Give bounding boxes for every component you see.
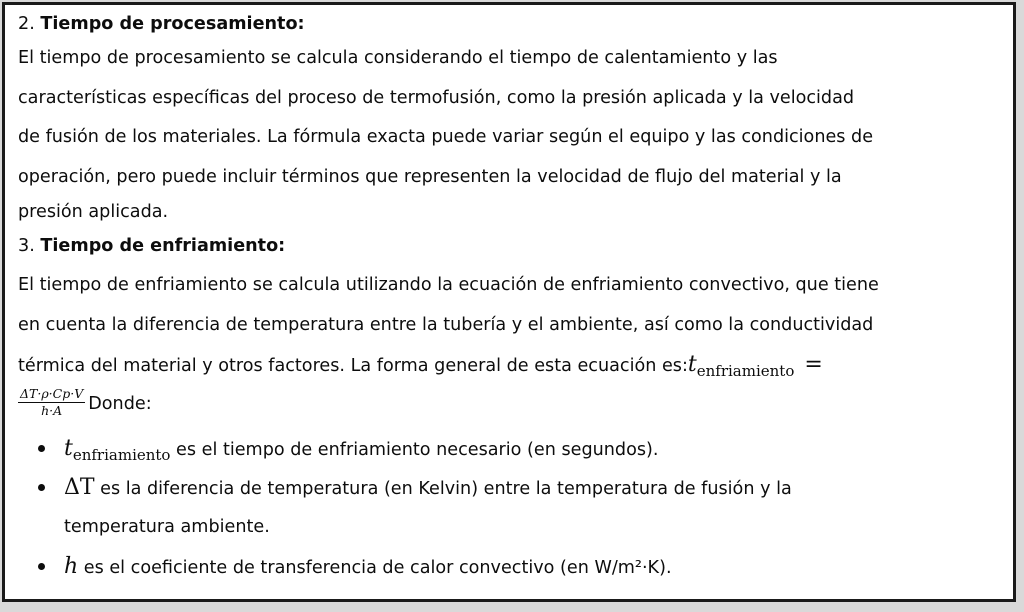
- bullet-dot: [38, 563, 45, 570]
- paragraph-line: presión aplicada.: [18, 202, 169, 222]
- paragraph-line: de fusión de los materiales. La fórmula exacta puede variar según el equipo y las condiciones de: [18, 127, 874, 147]
- paragraph-line: características específicas del proceso de termofusión, como la presión aplicada y la velocidad: [18, 87, 855, 108]
- document-frame: [2, 2, 1016, 602]
- donde-label: Donde:: [88, 393, 152, 414]
- list-item-line: [64, 468, 1003, 508]
- document-content: [18, 9, 1003, 587]
- paragraph-line: El tiempo de procesamiento se calcula considerando el tiempo de calentamiento y las: [18, 48, 778, 68]
- section-heading-cooling: [18, 226, 1003, 266]
- bullet-dot: [38, 484, 45, 491]
- list-item-text: es la diferencia de temperatura (en Kelvin) entre la temperatura de fusión y la: [94, 479, 792, 499]
- paragraph-processing: [18, 39, 1003, 227]
- formula-numerator: ΔT·ρ·Cp·V: [20, 386, 84, 402]
- list-item: [18, 468, 1003, 547]
- formula-equals: =: [804, 352, 823, 377]
- list-item: [18, 547, 1003, 587]
- list-item: [18, 429, 1003, 469]
- symbol-subscript: enfriamiento: [72, 445, 171, 464]
- definitions-list: [18, 429, 1003, 587]
- list-item-line: temperatura ambiente.: [64, 516, 270, 537]
- symbol-delta-t: ΔT: [64, 475, 95, 500]
- section-title: Tiempo de procesamiento:: [40, 14, 305, 34]
- paragraph-line: El tiempo de enfriamiento se calcula utilizando la ecuación de enfriamiento convectivo, que tiene: [18, 275, 879, 295]
- paragraph-line: en cuenta la diferencia de temperatura entre la tubería y el ambiente, así como la conductividad: [18, 314, 874, 335]
- bullet-dot: [38, 445, 45, 452]
- formula-line: [18, 385, 1003, 429]
- paragraph-cooling: [18, 266, 1003, 429]
- list-item-line: [64, 547, 1003, 587]
- formula-variable: t: [687, 352, 697, 377]
- symbol-h: h: [64, 554, 79, 579]
- list-item-line: [64, 429, 1003, 469]
- paragraph-line: operación, pero puede incluir términos que representen la velocidad de flujo del material y la: [18, 166, 842, 187]
- symbol-t: t: [64, 435, 73, 461]
- paragraph-line-text: térmica del material y otros factores. La forma general de esta ecuación es:: [18, 356, 688, 376]
- section-number: 3.: [18, 236, 35, 256]
- section-heading-processing: [18, 9, 1003, 39]
- list-item-text: es el coeficiente de transferencia de calor convectivo (en W/m²·K).: [78, 558, 672, 578]
- list-item-text: es el tiempo de enfriamiento necesario (en segundos).: [170, 439, 659, 460]
- formula-denominator: h·A: [41, 403, 63, 419]
- section-number: 2.: [18, 14, 35, 34]
- section-title: Tiempo de enfriamiento:: [40, 236, 286, 256]
- paragraph-line: [18, 345, 1003, 385]
- formula-fraction: [18, 387, 85, 418]
- formula-variable-subscript: enfriamiento: [696, 362, 795, 380]
